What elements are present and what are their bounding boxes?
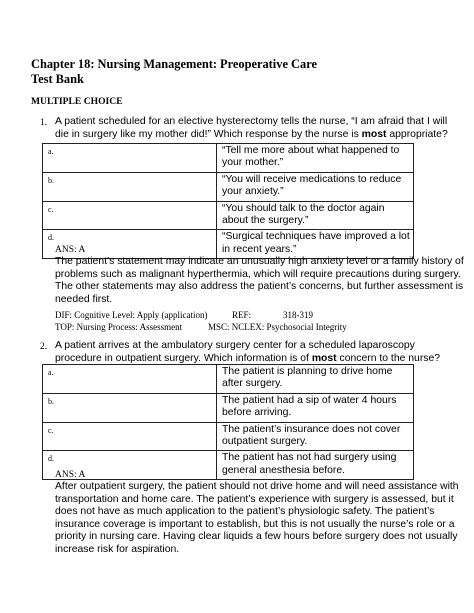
test-bank-label: Test Bank [31,72,84,86]
question-stem [55,116,460,141]
question-stem-emphasis: most [361,128,387,140]
difficulty-level: DIF: Cognitive Level: Apply (application) [55,310,208,320]
answer-key: ANS: A [55,470,86,480]
option-row [43,365,414,394]
option-row [43,201,414,230]
answer-options-table [42,364,414,480]
option-row [43,451,414,480]
option-text: The patient’s insurance does not cover outpatient surgery. [217,422,414,451]
topic: TOP: Nursing Process: Assessment [55,322,183,332]
document-title [31,57,317,87]
option-row [43,422,414,451]
nclex-category: MSC: NCLEX: Psychosocial Integrity [208,322,347,332]
option-text: The patient is planning to drive home after surgery. [217,365,414,394]
question-stem-emphasis: most [311,352,337,364]
option-letter: b. [43,393,217,422]
rationale: After outpatient surgery, the patient should not drive home and will need assistance with transportation and home care. The patient’s experience with surgery is assessed, but it does not have as much application to the patient’s physiologic safety. The patient’s insurance coverage is important to establish, but this is not usually the nurse’s role or a priority in nursing care. Having clear liquids a few hours before surgery does not usually increase risk for aspiration. [55,481,459,555]
reference-label: REF: [232,310,252,320]
option-letter: d. [43,230,217,259]
option-letter: c. [43,422,217,451]
option-row [43,172,414,201]
chapter-title: Chapter 18: Nursing Management: Preoperative Care [31,57,317,71]
question-stem-text-end: concern to the nurse? [336,352,441,364]
question-stem [55,340,460,365]
option-text: “You should talk to the doctor again about the surgery.” [217,201,414,230]
option-row [43,230,414,259]
option-letter: c. [43,201,217,230]
question-stem-text: A patient arrives at the ambulatory surgery center for a scheduled laparoscopy procedure in outpatient surgery. Which information is of [55,340,415,364]
answer-key: ANS: A [55,245,86,255]
reference-pages: 318-319 [283,310,313,320]
option-text: The patient has not had surgery using general anesthesia before. [217,451,414,480]
rationale: The patient’s statement may indicate an unusually high anxiety level or a family history of problems such as malignant hyperthermia, which will require precautions during surgery. The other statements may also address the patient’s concerns, but further assessment is needed first. [55,256,464,305]
question-stem-text-end: appropriate? [386,128,448,140]
option-row [43,393,414,422]
option-text: “Tell me more about what happened to your mother.” [217,144,414,173]
question-number: 1. [40,118,48,128]
option-row [43,144,414,173]
option-letter: a. [43,365,217,394]
option-text: The patient had a sip of water 4 hours before arriving. [217,393,414,422]
option-text: “Surgical techniques have improved a lot in recent years.” [217,230,414,259]
option-letter: b. [43,172,217,201]
option-letter: d. [43,451,217,480]
option-text: “You will receive medications to reduce your anxiety.” [217,172,414,201]
answer-options-table [42,143,414,259]
option-letter: a. [43,144,217,173]
question-stem-text: A patient scheduled for an elective hysterectomy tells the nurse, “I am afraid that I will die in surgery like my mother did!” Which response by the nurse is [55,116,448,140]
section-heading: MULTIPLE CHOICE [31,96,123,107]
question-number: 2. [40,342,48,352]
